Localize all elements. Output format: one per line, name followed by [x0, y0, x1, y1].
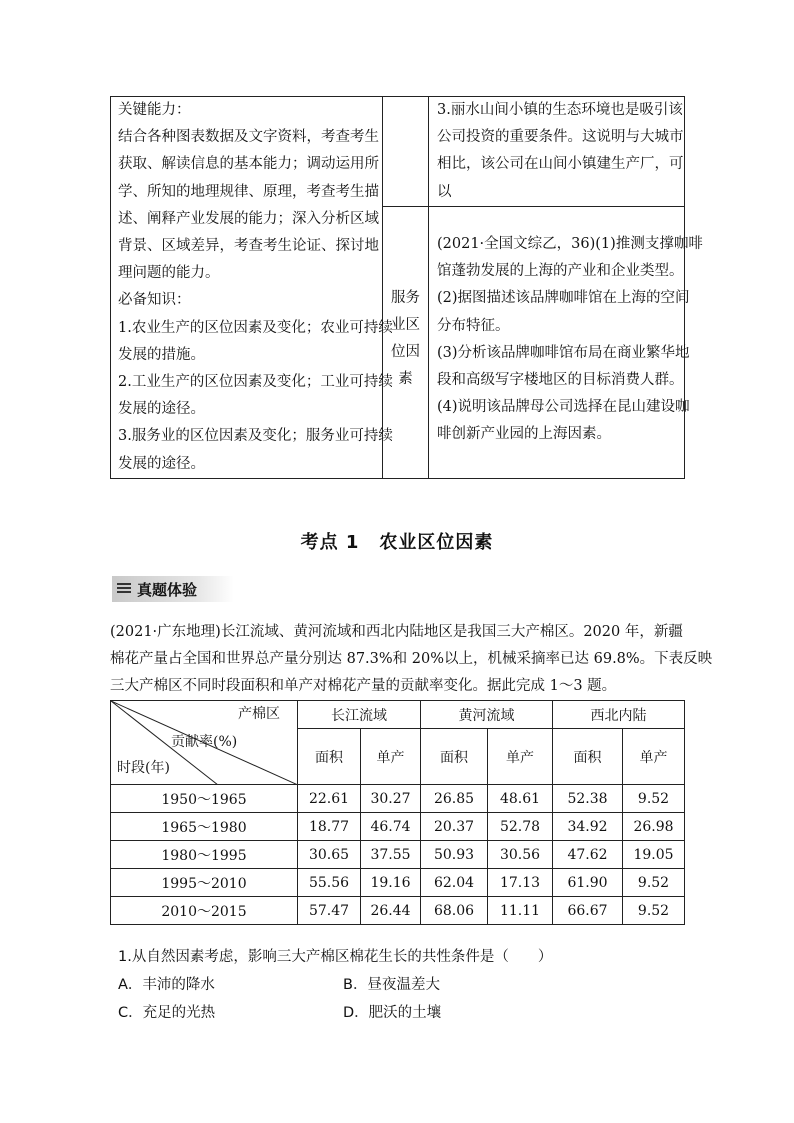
abilities-text-line: 发展的途径。 [118, 455, 205, 472]
abilities-text-line: 理问题的能力。 [118, 265, 220, 282]
option-a: A．丰沛的降水 [118, 977, 215, 993]
period-cell: 1950～1965 [111, 785, 298, 813]
corner-header-cell [111, 701, 298, 785]
abilities-text-line: 发展的措施。 [118, 346, 205, 363]
region-header: 西北内陆 [553, 701, 685, 729]
abilities-text-line: 2.工业生产的区位因素及变化；工业可持续 [118, 374, 393, 391]
table-row [111, 897, 685, 925]
abilities-text-line: 1.农业生产的区位因素及变化；农业可持续 [118, 319, 393, 336]
value-cell: 9.52 [623, 869, 685, 897]
sub-header: 面积 [298, 729, 361, 785]
question-text-line: 公司投资的重要条件。这说明与大城市 [437, 129, 684, 146]
category-label-line: 服务 [391, 290, 420, 306]
period-cell: 1980～1995 [111, 841, 298, 869]
question-text-line: 分布特征。 [437, 317, 510, 334]
value-cell: 50.93 [421, 841, 488, 869]
sub-header: 面积 [553, 729, 623, 785]
question-text-line: 3.丽水山间小镇的生态环境也是吸引该 [437, 102, 683, 118]
abilities-text-line: 获取、解读信息的基本能力；调动运用所 [118, 156, 379, 173]
abilities-text-line: 3.服务业的区位因素及变化；服务业可持续 [118, 428, 393, 445]
period-cell: 1965～1980 [111, 813, 298, 841]
value-cell: 47.62 [553, 841, 623, 869]
abilities-text-line: 学、所知的地理规律、原理，考查考生描 [118, 183, 379, 200]
value-cell: 30.27 [361, 785, 421, 813]
category-label-line: 素 [398, 371, 413, 387]
question-text-line: 馆蓬勃发展的上海的产业和企业类型。 [437, 263, 684, 280]
value-cell: 20.37 [421, 813, 488, 841]
value-cell: 66.67 [553, 897, 623, 925]
option-c: C．充足的光热 [118, 1005, 216, 1021]
value-cell: 48.61 [488, 785, 553, 813]
banner-label: 真题体验 [137, 581, 198, 599]
corner-label-region: 产棉区 [238, 706, 280, 722]
sub-header: 单产 [488, 729, 553, 785]
question-text-line: 以 [437, 183, 452, 200]
intro-line-2: 棉花产量占全国和世界总产量分别达 87.3%和 20%以上，机械采摘率已达 69.8%。下表反映 [110, 651, 713, 667]
category-cell-empty [383, 97, 429, 207]
question-text-line: 段和高级写字楼地区的目标消费人群。 [437, 372, 684, 389]
question-text-line: (3)分析该品牌咖啡馆布局在商业繁华地 [437, 344, 690, 361]
abilities-text-line: 关键能力： [118, 102, 191, 118]
value-cell: 61.90 [553, 869, 623, 897]
table-row [111, 869, 685, 897]
region-header: 黄河流域 [421, 701, 553, 729]
table-row [111, 785, 685, 813]
sub-header: 单产 [361, 729, 421, 785]
table-row [111, 841, 685, 869]
intro-line-1: (2021·广东地理)长江流域、黄河流域和西北内陆地区是我国三大产棉区。2020 年，新疆 [110, 624, 683, 640]
question-text-line: (2)据图描述该品牌咖啡馆在上海的空间 [437, 290, 690, 307]
abilities-text-line: 必备知识： [118, 292, 191, 309]
intro-line-3: 三大产棉区不同时段面积和单产对棉花产量的贡献率变化。据此完成 1～3 题。 [110, 678, 617, 694]
question-cell-bottom [429, 207, 703, 479]
period-cell: 2010～2015 [111, 897, 298, 925]
value-cell: 62.04 [421, 869, 488, 897]
period-cell: 1995～2010 [111, 869, 298, 897]
value-cell: 26.44 [361, 897, 421, 925]
sub-header: 单产 [623, 729, 685, 785]
value-cell: 19.16 [361, 869, 421, 897]
value-cell: 17.13 [488, 869, 553, 897]
abilities-text-line: 结合各种图表数据及文字资料，考查考生 [118, 129, 379, 146]
sub-header: 面积 [421, 729, 488, 785]
table-row [111, 813, 685, 841]
value-cell: 57.47 [298, 897, 361, 925]
corner-label-contribution: 贡献率(%) [171, 734, 238, 750]
value-cell: 19.05 [623, 841, 685, 869]
question-stem: 1.从自然因素考虑，影响三大产棉区棉花生长的共性条件是（ ） [118, 949, 553, 965]
value-cell: 37.55 [361, 841, 421, 869]
cotton-contribution-table [110, 700, 685, 925]
section-title-number: 考点 1 [300, 532, 360, 553]
question-text-line: 啡创新产业园的上海因素。 [437, 426, 611, 443]
value-cell: 18.77 [298, 813, 361, 841]
region-header: 长江流域 [298, 701, 421, 729]
category-label-line: 位因 [391, 344, 420, 360]
section-title [0, 528, 794, 554]
option-d: D．肥沃的土壤 [343, 1005, 442, 1021]
question-text-line: (4)说明该品牌母公司选择在昆山建设咖 [437, 399, 690, 416]
value-cell: 9.52 [623, 785, 685, 813]
value-cell: 55.56 [298, 869, 361, 897]
category-label-line: 业区 [391, 317, 420, 333]
value-cell: 22.61 [298, 785, 361, 813]
corner-label-period: 时段(年) [117, 760, 170, 776]
list-icon [117, 583, 131, 595]
value-cell: 26.85 [421, 785, 488, 813]
value-cell: 30.56 [488, 841, 553, 869]
option-b: B．昼夜温差大 [343, 977, 440, 993]
abilities-text-line: 发展的途径。 [118, 401, 205, 418]
value-cell: 52.78 [488, 813, 553, 841]
section-title-text: 农业区位因素 [379, 532, 494, 553]
question-text-line: (2021·全国文综乙，36)(1)推测支撑咖啡 [437, 236, 703, 252]
real-exam-banner [112, 576, 234, 602]
value-cell: 52.38 [553, 785, 623, 813]
value-cell: 34.92 [553, 813, 623, 841]
value-cell: 68.06 [421, 897, 488, 925]
abilities-text-line: 述、阐释产业发展的能力；深入分析区域 [118, 210, 379, 227]
value-cell: 9.52 [623, 897, 685, 925]
abilities-text-line: 背景、区域差异，考查考生论证、探讨地 [118, 238, 379, 255]
value-cell: 26.98 [623, 813, 685, 841]
abilities-cell [111, 97, 393, 479]
value-cell: 30.65 [298, 841, 361, 869]
value-cell: 11.11 [488, 897, 553, 925]
question-text-line: 相比，该公司在山间小镇建生产厂，可 [437, 156, 684, 173]
question-cell-top [429, 97, 685, 207]
value-cell: 46.74 [361, 813, 421, 841]
top-info-table [110, 96, 703, 479]
